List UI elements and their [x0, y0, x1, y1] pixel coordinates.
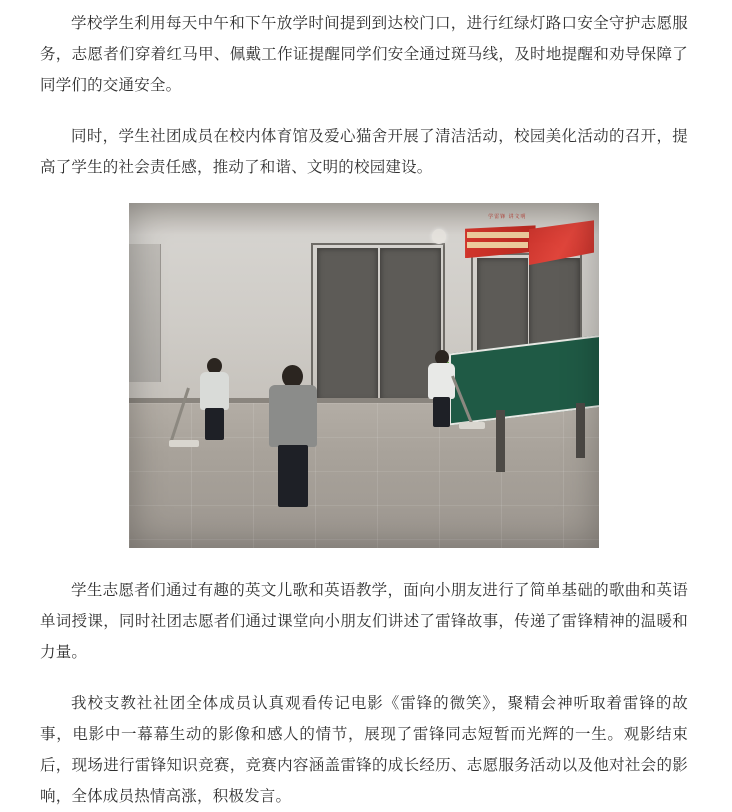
photo-banner-stripe-1: [467, 232, 533, 238]
photo-mop-head-left: [169, 440, 199, 447]
paragraph-1: 学校学生利用每天中午和下午放学时间提到到达校门口，进行红绿灯路口安全守护志愿服务，志愿者们穿着红马甲、佩戴工作证提醒同学们安全通过斑马线，及时地提醒和劝导保障了同学们的交通安全。: [40, 15, 688, 94]
photo-mop-head-right: [459, 422, 485, 429]
photo-student-right: [421, 350, 471, 430]
photo-student-center: [257, 365, 337, 510]
gymnasium-cleaning-photo: [129, 203, 599, 548]
paragraph-4: 我校支教社社团全体成员认真观看传记电影《雷锋的微笑》，聚精会神听取着雷锋的故事，电影中一幕幕生动的影像和感人的情节，展现了雷锋同志短暂而光辉的一生。观影结束后，现场进行雷锋知识竞赛，竞赛内容涵盖雷锋的成长经历、志愿服务活动以及他对社会的影响，全体成员热情高涨，积极发言。: [40, 695, 688, 805]
paragraph-2: 同时，学生社团成员在校内体育馆及爱心猫舍开展了清洁活动，校园美化活动的召开，提高了学生的社会责任感，推动了和谐、文明的校园建设。: [40, 128, 688, 176]
photo-student-left-legs: [205, 408, 224, 440]
photo-table-leg-1: [496, 410, 505, 472]
photo-student-left-body: [200, 372, 229, 410]
photo-banner-stripe-2: [467, 242, 528, 248]
photo-table-leg-2: [576, 403, 585, 458]
photo-student-right-legs: [433, 397, 450, 427]
paragraph-3: 学生志愿者们通过有趣的英文儿歌和英语教学，面向小朋友进行了简单基础的歌曲和英语单词授课，同时社团志愿者们通过课堂向小朋友们讲述了雷锋故事，传递了雷锋精神的温暖和力量。: [40, 582, 688, 661]
photo-student-right-body: [428, 363, 455, 399]
photo-student-center-body: [269, 385, 317, 447]
photo-mop-handle-right: [451, 375, 473, 424]
photo-student-center-legs: [278, 445, 308, 507]
photo-banner-text: 学雷锋 讲文明: [488, 214, 527, 221]
figure-block: [40, 203, 688, 553]
photo-student-left: [181, 358, 251, 443]
photo-window-strip: [129, 244, 161, 382]
